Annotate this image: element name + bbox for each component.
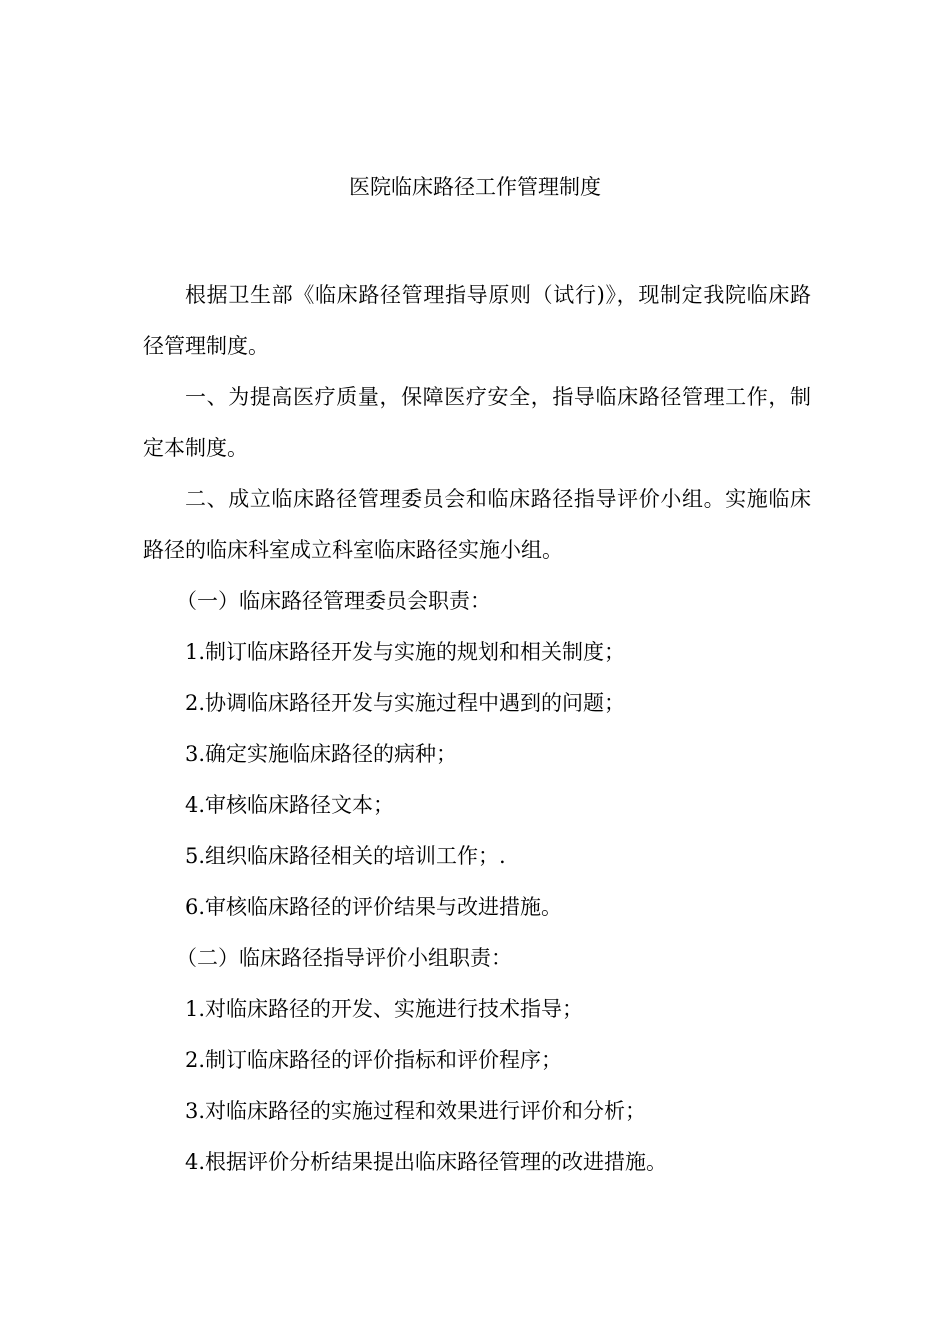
group-item: 1.对临床路径的开发、实施进行技术指导； (185, 997, 584, 1021)
page-title: 医院临床路径工作管理制度 (349, 175, 601, 199)
intro-paragraph: 根据卫生部《临床路径管理指导原则（试行)》，现制定我院临床路径管理制度。 (143, 283, 811, 358)
committee-item: 1.制订临床路径开发与实施的规划和相关制度； (185, 640, 626, 664)
group-item: 4.根据评价分析结果提出临床路径管理的改进措施。 (185, 1150, 668, 1174)
group-item: 3.对临床路径的实施过程和效果进行评价和分析； (185, 1099, 647, 1123)
section-2-paragraph: 二、成立临床路径管理委员会和临床路径指导评价小组。实施临床路径的临床科室成立科室临床路径实施小组。 (143, 487, 811, 562)
group-item: 2.制订临床路径的评价指标和评价程序； (185, 1048, 563, 1072)
committee-item: 2.协调临床路径开发与实施过程中遇到的问题； (185, 691, 626, 715)
group-heading: （二）临床路径指导评价小组职责： (176, 946, 512, 970)
committee-item: 5.组织临床路径相关的培训工作；. (185, 844, 506, 868)
section-1-paragraph: 一、为提高医疗质量，保障医疗安全，指导临床路径管理工作，制定本制度。 (143, 385, 811, 460)
committee-item: 6.审核临床路径的评价结果与改进措施。 (185, 895, 563, 919)
committee-item: 3.确定实施临床路径的病种； (185, 742, 458, 766)
committee-item: 4.审核临床路径文本； (185, 793, 395, 817)
committee-heading: （一）临床路径管理委员会职责： (176, 589, 491, 613)
document-body (143, 270, 811, 1188)
